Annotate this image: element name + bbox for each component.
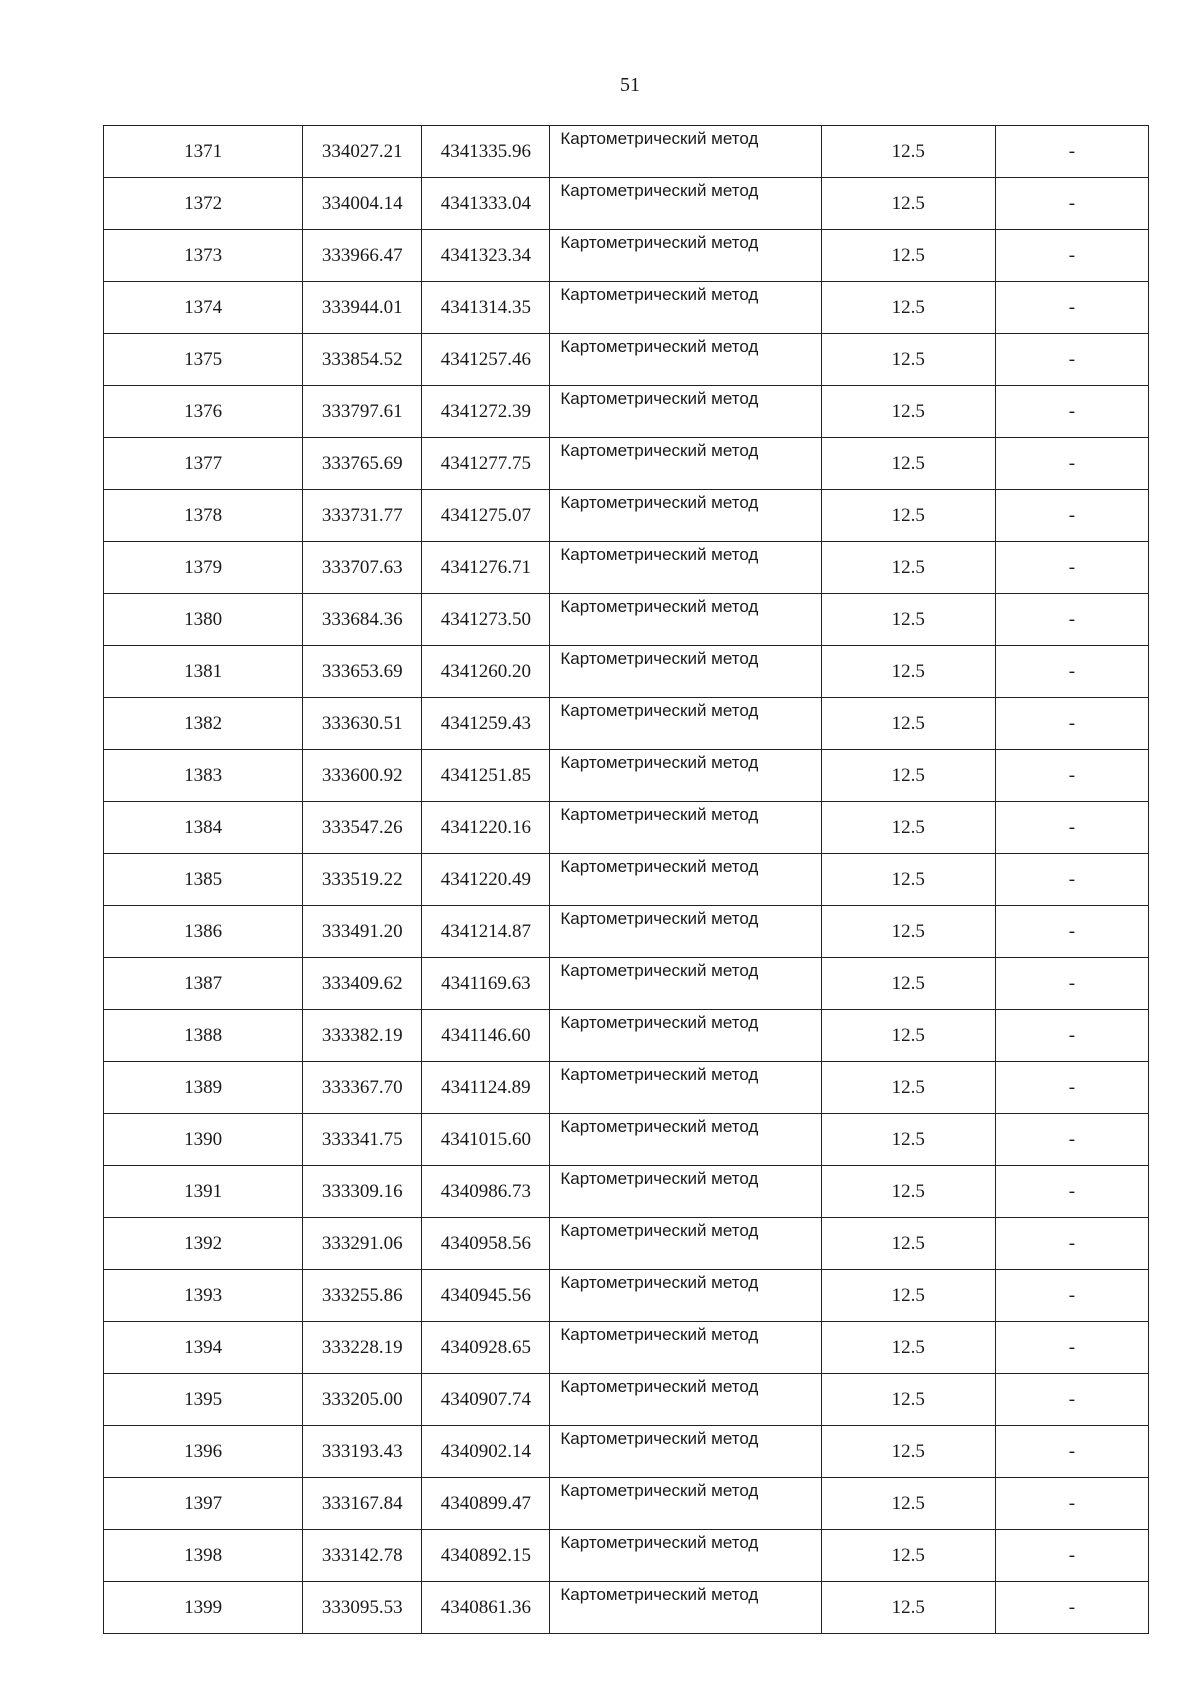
x-coordinate-cell: 333291.06 <box>303 1218 422 1270</box>
point-number-cell: 1393 <box>104 1270 303 1322</box>
y-coordinate-cell: 4341323.34 <box>422 230 550 282</box>
accuracy-cell: 12.5 <box>821 1114 995 1166</box>
table-row <box>104 1166 1149 1218</box>
accuracy-cell: 12.5 <box>821 1582 995 1634</box>
x-coordinate-cell: 333367.70 <box>303 1062 422 1114</box>
description-cell: - <box>995 906 1148 958</box>
point-number-cell: 1399 <box>104 1582 303 1634</box>
y-coordinate-cell: 4340892.15 <box>422 1530 550 1582</box>
x-coordinate-cell: 333547.26 <box>303 802 422 854</box>
x-coordinate-cell: 333309.16 <box>303 1166 422 1218</box>
accuracy-cell: 12.5 <box>821 386 995 438</box>
point-number-cell: 1394 <box>104 1322 303 1374</box>
accuracy-cell: 12.5 <box>821 438 995 490</box>
table-row <box>104 1218 1149 1270</box>
accuracy-cell: 12.5 <box>821 1062 995 1114</box>
description-cell: - <box>995 542 1148 594</box>
x-coordinate-cell: 333341.75 <box>303 1114 422 1166</box>
accuracy-cell: 12.5 <box>821 542 995 594</box>
y-coordinate-cell: 4341277.75 <box>422 438 550 490</box>
method-cell: Картометрический метод <box>550 906 821 958</box>
table-row <box>104 750 1149 802</box>
table-body <box>104 126 1149 1634</box>
y-coordinate-cell: 4340907.74 <box>422 1374 550 1426</box>
accuracy-cell: 12.5 <box>821 1322 995 1374</box>
description-cell: - <box>995 1478 1148 1530</box>
x-coordinate-cell: 333255.86 <box>303 1270 422 1322</box>
method-cell: Картометрический метод <box>550 750 821 802</box>
description-cell: - <box>995 438 1148 490</box>
accuracy-cell: 12.5 <box>821 1426 995 1478</box>
accuracy-cell: 12.5 <box>821 854 995 906</box>
table-row <box>104 230 1149 282</box>
point-number-cell: 1385 <box>104 854 303 906</box>
table-row <box>104 698 1149 750</box>
accuracy-cell: 12.5 <box>821 802 995 854</box>
accuracy-cell: 12.5 <box>821 646 995 698</box>
description-cell: - <box>995 1270 1148 1322</box>
point-number-cell: 1386 <box>104 906 303 958</box>
accuracy-cell: 12.5 <box>821 1530 995 1582</box>
x-coordinate-cell: 333409.62 <box>303 958 422 1010</box>
y-coordinate-cell: 4340861.36 <box>422 1582 550 1634</box>
description-cell: - <box>995 958 1148 1010</box>
description-cell: - <box>995 1218 1148 1270</box>
method-cell: Картометрический метод <box>550 958 821 1010</box>
method-cell: Картометрический метод <box>550 334 821 386</box>
table-row <box>104 282 1149 334</box>
accuracy-cell: 12.5 <box>821 594 995 646</box>
x-coordinate-cell: 333095.53 <box>303 1582 422 1634</box>
description-cell: - <box>995 698 1148 750</box>
y-coordinate-cell: 4341259.43 <box>422 698 550 750</box>
x-coordinate-cell: 333519.22 <box>303 854 422 906</box>
description-cell: - <box>995 334 1148 386</box>
table-row <box>104 1270 1149 1322</box>
point-number-cell: 1376 <box>104 386 303 438</box>
method-cell: Картометрический метод <box>550 1582 821 1634</box>
method-cell: Картометрический метод <box>550 1062 821 1114</box>
accuracy-cell: 12.5 <box>821 958 995 1010</box>
y-coordinate-cell: 4341169.63 <box>422 958 550 1010</box>
description-cell: - <box>995 1062 1148 1114</box>
y-coordinate-cell: 4341220.49 <box>422 854 550 906</box>
accuracy-cell: 12.5 <box>821 750 995 802</box>
table-row <box>104 906 1149 958</box>
accuracy-cell: 12.5 <box>821 1166 995 1218</box>
table-row <box>104 438 1149 490</box>
y-coordinate-cell: 4340945.56 <box>422 1270 550 1322</box>
point-number-cell: 1397 <box>104 1478 303 1530</box>
y-coordinate-cell: 4341257.46 <box>422 334 550 386</box>
coordinates-table <box>103 125 1149 1634</box>
point-number-cell: 1388 <box>104 1010 303 1062</box>
accuracy-cell: 12.5 <box>821 906 995 958</box>
description-cell: - <box>995 490 1148 542</box>
x-coordinate-cell: 334004.14 <box>303 178 422 230</box>
point-number-cell: 1390 <box>104 1114 303 1166</box>
x-coordinate-cell: 333765.69 <box>303 438 422 490</box>
table-row <box>104 178 1149 230</box>
y-coordinate-cell: 4341275.07 <box>422 490 550 542</box>
x-coordinate-cell: 333731.77 <box>303 490 422 542</box>
x-coordinate-cell: 333707.63 <box>303 542 422 594</box>
point-number-cell: 1396 <box>104 1426 303 1478</box>
table-row <box>104 1062 1149 1114</box>
y-coordinate-cell: 4341335.96 <box>422 126 550 178</box>
table-row <box>104 1530 1149 1582</box>
y-coordinate-cell: 4340958.56 <box>422 1218 550 1270</box>
x-coordinate-cell: 333167.84 <box>303 1478 422 1530</box>
method-cell: Картометрический метод <box>550 646 821 698</box>
description-cell: - <box>995 1530 1148 1582</box>
method-cell: Картометрический метод <box>550 1166 821 1218</box>
accuracy-cell: 12.5 <box>821 698 995 750</box>
y-coordinate-cell: 4341251.85 <box>422 750 550 802</box>
table-row <box>104 1322 1149 1374</box>
x-coordinate-cell: 333684.36 <box>303 594 422 646</box>
method-cell: Картометрический метод <box>550 1218 821 1270</box>
method-cell: Картометрический метод <box>550 126 821 178</box>
method-cell: Картометрический метод <box>550 178 821 230</box>
point-number-cell: 1380 <box>104 594 303 646</box>
accuracy-cell: 12.5 <box>821 230 995 282</box>
method-cell: Картометрический метод <box>550 438 821 490</box>
description-cell: - <box>995 1010 1148 1062</box>
method-cell: Картометрический метод <box>550 1374 821 1426</box>
table-row <box>104 542 1149 594</box>
y-coordinate-cell: 4340986.73 <box>422 1166 550 1218</box>
table-row <box>104 1010 1149 1062</box>
method-cell: Картометрический метод <box>550 594 821 646</box>
description-cell: - <box>995 282 1148 334</box>
description-cell: - <box>995 1166 1148 1218</box>
point-number-cell: 1389 <box>104 1062 303 1114</box>
accuracy-cell: 12.5 <box>821 1478 995 1530</box>
method-cell: Картометрический метод <box>550 542 821 594</box>
y-coordinate-cell: 4341214.87 <box>422 906 550 958</box>
description-cell: - <box>995 750 1148 802</box>
page-number: 51 <box>620 74 640 96</box>
description-cell: - <box>995 854 1148 906</box>
y-coordinate-cell: 4340928.65 <box>422 1322 550 1374</box>
table-row <box>104 854 1149 906</box>
point-number-cell: 1379 <box>104 542 303 594</box>
x-coordinate-cell: 333944.01 <box>303 282 422 334</box>
y-coordinate-cell: 4341272.39 <box>422 386 550 438</box>
accuracy-cell: 12.5 <box>821 1374 995 1426</box>
x-coordinate-cell: 333228.19 <box>303 1322 422 1374</box>
accuracy-cell: 12.5 <box>821 1218 995 1270</box>
point-number-cell: 1378 <box>104 490 303 542</box>
table-row <box>104 490 1149 542</box>
description-cell: - <box>995 1114 1148 1166</box>
description-cell: - <box>995 594 1148 646</box>
point-number-cell: 1387 <box>104 958 303 1010</box>
table-row <box>104 386 1149 438</box>
accuracy-cell: 12.5 <box>821 282 995 334</box>
x-coordinate-cell: 333797.61 <box>303 386 422 438</box>
table-row <box>104 1426 1149 1478</box>
y-coordinate-cell: 4341276.71 <box>422 542 550 594</box>
point-number-cell: 1373 <box>104 230 303 282</box>
y-coordinate-cell: 4341260.20 <box>422 646 550 698</box>
x-coordinate-cell: 334027.21 <box>303 126 422 178</box>
method-cell: Картометрический метод <box>550 1530 821 1582</box>
description-cell: - <box>995 126 1148 178</box>
x-coordinate-cell: 333600.92 <box>303 750 422 802</box>
accuracy-cell: 12.5 <box>821 1270 995 1322</box>
description-cell: - <box>995 802 1148 854</box>
point-number-cell: 1374 <box>104 282 303 334</box>
x-coordinate-cell: 333653.69 <box>303 646 422 698</box>
table-row <box>104 1478 1149 1530</box>
description-cell: - <box>995 178 1148 230</box>
method-cell: Картометрический метод <box>550 1426 821 1478</box>
x-coordinate-cell: 333205.00 <box>303 1374 422 1426</box>
table-row <box>104 594 1149 646</box>
point-number-cell: 1382 <box>104 698 303 750</box>
point-number-cell: 1375 <box>104 334 303 386</box>
x-coordinate-cell: 333854.52 <box>303 334 422 386</box>
accuracy-cell: 12.5 <box>821 1010 995 1062</box>
method-cell: Картометрический метод <box>550 854 821 906</box>
method-cell: Картометрический метод <box>550 490 821 542</box>
x-coordinate-cell: 333193.43 <box>303 1426 422 1478</box>
method-cell: Картометрический метод <box>550 282 821 334</box>
method-cell: Картометрический метод <box>550 802 821 854</box>
y-coordinate-cell: 4341333.04 <box>422 178 550 230</box>
point-number-cell: 1372 <box>104 178 303 230</box>
x-coordinate-cell: 333630.51 <box>303 698 422 750</box>
y-coordinate-cell: 4340902.14 <box>422 1426 550 1478</box>
table-row <box>104 1582 1149 1634</box>
table-row <box>104 1114 1149 1166</box>
x-coordinate-cell: 333142.78 <box>303 1530 422 1582</box>
description-cell: - <box>995 386 1148 438</box>
method-cell: Картометрический метод <box>550 1114 821 1166</box>
description-cell: - <box>995 1582 1148 1634</box>
description-cell: - <box>995 230 1148 282</box>
point-number-cell: 1377 <box>104 438 303 490</box>
x-coordinate-cell: 333966.47 <box>303 230 422 282</box>
table-row <box>104 334 1149 386</box>
y-coordinate-cell: 4341314.35 <box>422 282 550 334</box>
method-cell: Картометрический метод <box>550 230 821 282</box>
description-cell: - <box>995 1426 1148 1478</box>
accuracy-cell: 12.5 <box>821 126 995 178</box>
point-number-cell: 1384 <box>104 802 303 854</box>
table-row <box>104 646 1149 698</box>
x-coordinate-cell: 333382.19 <box>303 1010 422 1062</box>
y-coordinate-cell: 4340899.47 <box>422 1478 550 1530</box>
y-coordinate-cell: 4341273.50 <box>422 594 550 646</box>
accuracy-cell: 12.5 <box>821 178 995 230</box>
x-coordinate-cell: 333491.20 <box>303 906 422 958</box>
y-coordinate-cell: 4341124.89 <box>422 1062 550 1114</box>
method-cell: Картометрический метод <box>550 1478 821 1530</box>
point-number-cell: 1395 <box>104 1374 303 1426</box>
point-number-cell: 1371 <box>104 126 303 178</box>
method-cell: Картометрический метод <box>550 1270 821 1322</box>
table-row <box>104 802 1149 854</box>
table-row <box>104 1374 1149 1426</box>
method-cell: Картометрический метод <box>550 698 821 750</box>
y-coordinate-cell: 4341146.60 <box>422 1010 550 1062</box>
method-cell: Картометрический метод <box>550 1322 821 1374</box>
description-cell: - <box>995 646 1148 698</box>
point-number-cell: 1398 <box>104 1530 303 1582</box>
description-cell: - <box>995 1374 1148 1426</box>
method-cell: Картометрический метод <box>550 386 821 438</box>
point-number-cell: 1391 <box>104 1166 303 1218</box>
table-row <box>104 126 1149 178</box>
y-coordinate-cell: 4341220.16 <box>422 802 550 854</box>
y-coordinate-cell: 4341015.60 <box>422 1114 550 1166</box>
point-number-cell: 1392 <box>104 1218 303 1270</box>
table-row <box>104 958 1149 1010</box>
description-cell: - <box>995 1322 1148 1374</box>
point-number-cell: 1383 <box>104 750 303 802</box>
accuracy-cell: 12.5 <box>821 490 995 542</box>
accuracy-cell: 12.5 <box>821 334 995 386</box>
method-cell: Картометрический метод <box>550 1010 821 1062</box>
point-number-cell: 1381 <box>104 646 303 698</box>
